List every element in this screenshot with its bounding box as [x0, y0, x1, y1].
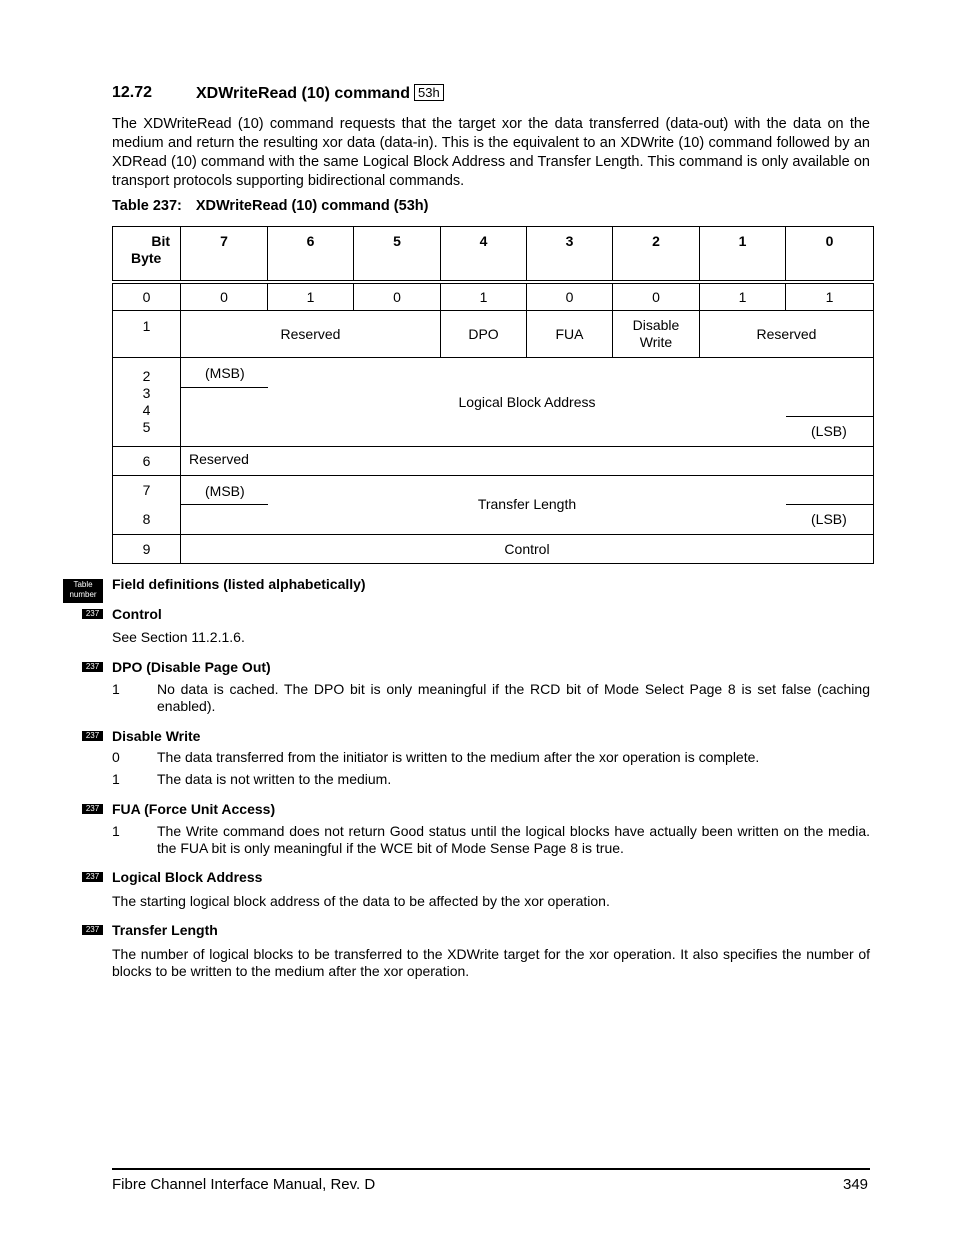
- disable-write-value-0: 0: [112, 749, 120, 765]
- disable-write-line1: Disable: [632, 316, 680, 333]
- fua-cell: FUA: [527, 310, 613, 357]
- tag-237-dpo: 237: [82, 662, 103, 672]
- tag-237-transfer-length: 237: [82, 925, 103, 935]
- bit-1-header: 1: [700, 227, 786, 283]
- table-caption-label: Table 237:: [112, 198, 182, 214]
- lba-lsb: (LSB): [811, 422, 847, 439]
- dpo-value: 1: [112, 681, 120, 697]
- fua-text: The Write command does not return Good status until the logical blocks have actually been written on the media. the FUA bit is only meaningful if the WCE bit of Mode Sense Page 8 is true.: [157, 823, 870, 856]
- byte-0-bit-4: 1: [441, 282, 527, 310]
- field-definitions-heading: Field definitions (listed alphabetically): [112, 576, 366, 592]
- byte-0-bit-5: 0: [354, 282, 441, 310]
- disable-write-cell: [613, 310, 700, 357]
- tag-237-disable-write: 237: [82, 731, 103, 741]
- dpo-text: No data is cached. The DPO bit is only meaningful if the RCD bit of Mode Select Page 8 is set false (caching enabled).: [157, 681, 870, 714]
- table-number-tag: [63, 579, 103, 603]
- tl-lsb: (LSB): [811, 510, 847, 527]
- bit-4-header: 4: [441, 227, 527, 283]
- bit-2-header: 2: [613, 227, 700, 283]
- table-row-byte-1: [113, 310, 874, 357]
- disable-write-text-1: The data is not written to the medium.: [157, 771, 392, 787]
- tl-bytes: [113, 475, 181, 534]
- section-title: [196, 84, 444, 103]
- byte-0-label: 0: [113, 282, 181, 310]
- bit-5-header: 5: [354, 227, 441, 283]
- byte-0-bit-6: 1: [268, 282, 354, 310]
- fua-value: 1: [112, 823, 120, 839]
- lba-lsb-rule: [786, 416, 874, 417]
- tag-237-lba: 237: [82, 872, 103, 882]
- bit-6-header: 6: [268, 227, 354, 283]
- page-number: 349: [843, 1176, 869, 1193]
- tl-msb: (MSB): [205, 482, 245, 499]
- byte-0-bit-0: 1: [786, 282, 874, 310]
- opcode-box: 53h: [414, 84, 444, 101]
- table-row-byte-0: [113, 282, 874, 310]
- table-number-tag-line1: Table: [73, 580, 93, 589]
- disable-write-text-0: The data transferred from the initiator is written to the medium after the xor operation is complete.: [157, 749, 760, 765]
- lba-field: [181, 357, 874, 446]
- tl-label: Transfer Length: [477, 495, 577, 512]
- disable-write-line2: Write: [639, 333, 673, 350]
- byte-1-reserved-right: Reserved: [700, 310, 874, 357]
- lba-byte-2: 2: [142, 367, 151, 384]
- tag-237-control: 237: [82, 609, 103, 619]
- control-text: See Section 11.2.1.6.: [112, 629, 245, 645]
- lba-msb-rule: [181, 387, 268, 388]
- lba-msb: (MSB): [205, 364, 245, 381]
- disable-write-title: Disable Write: [112, 728, 201, 744]
- byte-0-bit-1: 1: [700, 282, 786, 310]
- lba-title: Logical Block Address: [112, 869, 263, 885]
- byte-6-reserved: Reserved: [181, 446, 874, 475]
- table-row-lba: [113, 357, 874, 446]
- footer-rule: [112, 1168, 870, 1170]
- byte-9-label: 9: [113, 534, 181, 563]
- lba-byte-3: 3: [142, 384, 151, 401]
- fua-title: FUA (Force Unit Access): [112, 801, 276, 817]
- byte-0-bit-7: 0: [181, 282, 268, 310]
- footer-title: Fibre Channel Interface Manual, Rev. D: [112, 1176, 376, 1193]
- byte-6-label: 6: [113, 446, 181, 475]
- table-number-tag-line2: number: [69, 590, 97, 599]
- lba-byte-5: 5: [142, 418, 151, 435]
- tl-byte-7: 7: [142, 481, 151, 498]
- bit-label: Bit: [151, 233, 170, 249]
- transfer-length-title: Transfer Length: [112, 922, 218, 938]
- byte-label: Byte: [131, 250, 162, 266]
- lba-bytes: [113, 357, 181, 446]
- bit-3-header: 3: [527, 227, 613, 283]
- byte-1-reserved-left: Reserved: [181, 310, 441, 357]
- transfer-length-text: The number of logical blocks to be transferred to the XDWrite target for the xor operation. It also specifies the number of blocks to be written to the medium after the xor operation.: [112, 946, 870, 979]
- byte-1-label: 1: [113, 310, 181, 357]
- bit-byte-header: [113, 227, 181, 283]
- tl-field: [181, 475, 874, 534]
- table-header-row: [113, 227, 874, 283]
- byte-0-bit-2: 0: [613, 282, 700, 310]
- tl-byte-8: 8: [142, 510, 151, 527]
- dpo-cell: DPO: [441, 310, 527, 357]
- lba-text: The starting logical block address of the data to be affected by the xor operation.: [112, 893, 610, 909]
- intro-paragraph: The XDWriteRead (10) command requests that the target xor the data transferred (data-out) with the data on the medium and return the resulting xor data (data-in). This is the equivalent to an XDWrite (10) command followed by an XDRead (10) command with the same Logical Block Address and Transfer Length. This command is only available on transport protocols supporting bidirectional commands.: [112, 116, 870, 189]
- bit-7-header: 7: [181, 227, 268, 283]
- dpo-title: DPO (Disable Page Out): [112, 659, 271, 675]
- table-row-byte-9: [113, 534, 874, 563]
- lba-byte-4: 4: [142, 401, 151, 418]
- table-caption: [112, 198, 428, 214]
- command-table: [112, 226, 874, 564]
- control-title: Control: [112, 606, 162, 622]
- tag-237-fua: 237: [82, 804, 103, 814]
- bit-0-header: 0: [786, 227, 874, 283]
- byte-9-control: Control: [181, 534, 874, 563]
- table-row-byte-6: [113, 446, 874, 475]
- disable-write-value-1: 1: [112, 771, 120, 787]
- section-number: 12.72: [112, 84, 153, 101]
- section-title-text: XDWriteRead (10) command: [196, 85, 410, 102]
- table-caption-title: XDWriteRead (10) command (53h): [195, 198, 429, 214]
- table-row-transfer-length: [113, 475, 874, 534]
- byte-0-bit-3: 0: [527, 282, 613, 310]
- tl-lsb-rule: [786, 504, 874, 505]
- lba-label: Logical Block Address: [458, 393, 596, 410]
